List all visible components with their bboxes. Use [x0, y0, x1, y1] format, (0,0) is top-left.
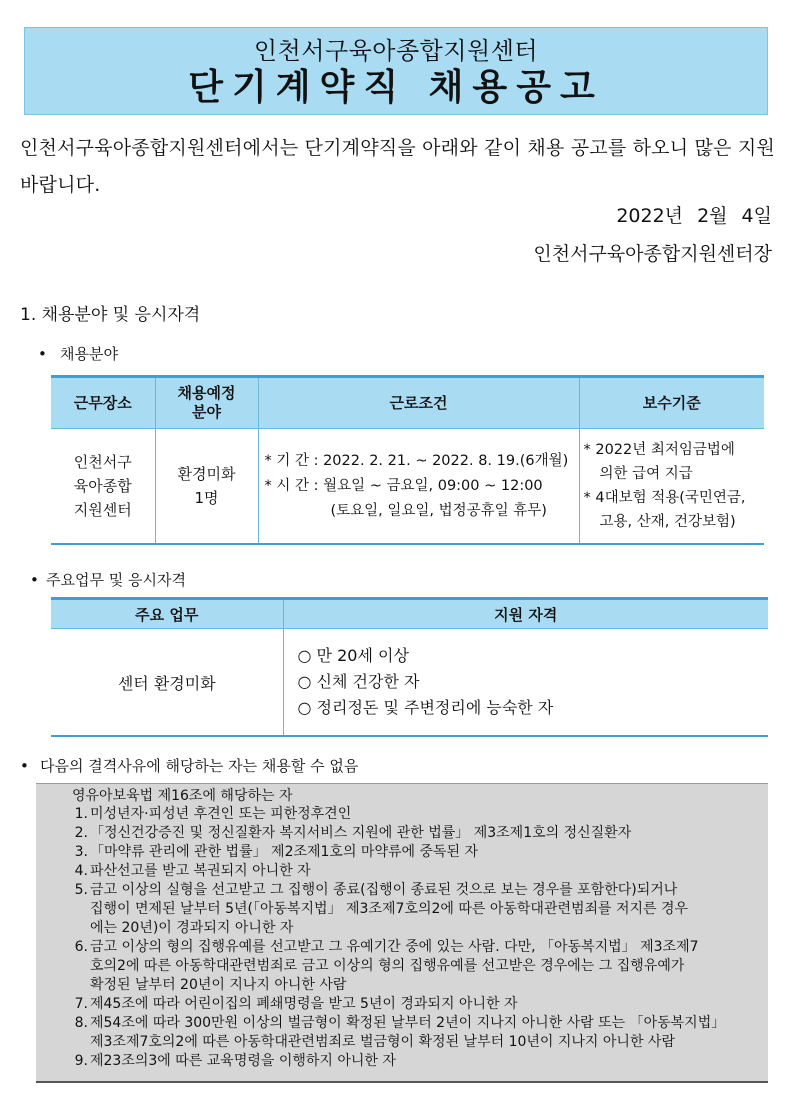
- field-line: 1명: [194, 489, 219, 507]
- item-number: 4.: [74, 863, 88, 879]
- bullet-icon: •: [38, 345, 47, 363]
- cell-field: [155, 429, 258, 545]
- item-number: 3.: [74, 844, 88, 860]
- pay-line: * 2022년 최저임금법에: [583, 442, 735, 458]
- signer: 인천서구육아종합지원센터장: [533, 243, 772, 265]
- bullet-label: 다음의 결격사유에 해당하는 자는 채용할 수 없음: [40, 757, 359, 775]
- header-field-line1: 채용예정: [177, 384, 236, 402]
- item-text: 제45조에 따라 어린이집의 폐쇄명령을 받고 5년이 경과되지 아니한 자: [90, 996, 518, 1012]
- header-field-line2: 분야: [192, 403, 221, 421]
- item-number: 2.: [74, 825, 88, 841]
- condition-line: * 기 간 : 2022. 2. 21. ~ 2022. 8. 19.(6개월): [264, 452, 569, 469]
- table-header-row: [51, 599, 768, 629]
- list-item: [66, 1052, 766, 1071]
- item-text: 호의2에 따른 아동학대관련범죄로 금고 이상의 형의 집행유예를 선고받은 경우에는 그 집행유예가: [90, 958, 685, 974]
- table-row: [51, 429, 764, 545]
- item-text: 제3조제7호의2에 따른 아동학대관련범죄로 벌금형이 확정된 날부터 10년이 지나지 아니한 사람: [90, 1034, 675, 1050]
- list-item: [66, 881, 766, 938]
- title-box: [24, 27, 768, 115]
- disqualification-header: 영유아보육법 제16조에 해당하는 자: [72, 788, 293, 804]
- section-title: 1. 채용분야 및 응시자격: [20, 305, 201, 325]
- list-item: [66, 938, 766, 995]
- condition-line: (토요일, 일요일, 법정공휴일 휴무): [330, 502, 547, 519]
- place-line: 지원센터: [73, 501, 132, 519]
- item-text: 미성년자·피성년 후견인 또는 피한정후견인: [90, 806, 352, 822]
- pay-line: 고용, 산재, 건강보험): [599, 514, 736, 530]
- place-line: 인천서구: [73, 453, 132, 471]
- qualification-item: ○ 정리정돈 및 주변정리에 능숙한 자: [297, 698, 554, 717]
- item-text: 제54조에 따라 300만원 이상의 벌금형이 확정된 날부터 2년이 지나지 아니한 사람 또는 「아동복지법」: [90, 1015, 726, 1031]
- bullet-icon: •: [20, 757, 29, 775]
- disqualification-box: [36, 783, 768, 1083]
- table-row: [51, 629, 768, 737]
- pay-line: 의한 급여 지급: [599, 466, 693, 482]
- item-text: 「마약류 관리에 관한 법률」 제2조제1호의 마약류에 중독된 자: [90, 844, 479, 860]
- announcement-date: 2022년 2월 4일: [616, 205, 772, 227]
- list-item: [66, 824, 766, 843]
- list-item: [66, 862, 766, 881]
- page-title: 단기계약직 채용공고: [188, 67, 604, 108]
- field-line: 환경미화: [177, 465, 236, 483]
- bullet-recruit-field: [38, 343, 118, 365]
- cell-place: [51, 429, 155, 545]
- list-item: [66, 843, 766, 862]
- cell-qualifications: [283, 629, 768, 737]
- pay-line: * 4대보험 적용(국민연금,: [583, 490, 746, 506]
- recruit-field-table: [51, 375, 764, 545]
- header-place: 근무장소: [51, 377, 155, 429]
- item-number: 7.: [74, 996, 88, 1012]
- bullet-disqualification: [20, 755, 358, 777]
- header-pay: 보수기준: [579, 377, 764, 429]
- item-text: 확정된 날부터 20년이 지나지 아니한 사람: [90, 977, 347, 993]
- item-number: 6.: [74, 939, 88, 955]
- table-header-row: [51, 377, 764, 429]
- item-number: 1.: [74, 806, 88, 822]
- header-duty: 주요 업무: [51, 599, 283, 629]
- cell-pay: [579, 429, 764, 545]
- header-field: [155, 377, 258, 429]
- list-item: [66, 805, 766, 824]
- bullet-duties: [30, 569, 186, 591]
- org-title: 인천서구육아종합지원센터: [253, 37, 539, 65]
- condition-line: * 시 간 : 월요일 ~ 금요일, 09:00 ~ 12:00: [264, 477, 543, 494]
- item-number: 5.: [74, 882, 88, 898]
- header-conditions: 근로조건: [258, 377, 579, 429]
- list-item: [66, 1014, 766, 1052]
- cell-duty: 센터 환경미화: [51, 629, 283, 737]
- bullet-label: 주요업무 및 응시자격: [46, 571, 186, 589]
- duties-table: [51, 597, 768, 737]
- item-text: 제23조의3에 따른 교육명령을 이행하지 아니한 자: [90, 1053, 396, 1069]
- item-number: 8.: [74, 1015, 88, 1031]
- header-qualification: 지원 자격: [283, 599, 768, 629]
- qualification-item: ○ 만 20세 이상: [297, 646, 409, 665]
- intro-text: 인천서구육아종합지원센터에서는 단기계약직을 아래와 같이 채용 공고를 하오니 많은 지원 바랍니다.: [20, 137, 775, 196]
- place-line: 육아종합: [73, 477, 132, 495]
- item-text: 금고 이상의 실형을 선고받고 그 집행이 종료(집행이 종료된 것으로 보는 경우를 포함한다)되거나: [90, 882, 678, 898]
- bullet-label: 채용분야: [60, 345, 118, 363]
- item-text: 파산선고를 받고 복권되지 아니한 자: [90, 863, 311, 879]
- item-number: 9.: [74, 1053, 88, 1069]
- item-text: 금고 이상의 형의 집행유예를 선고받고 그 유예기간 중에 있는 사람. 다만, 「아동복지법」 제3조제7: [90, 939, 699, 955]
- disqualification-list: [66, 805, 766, 1071]
- item-text: 「정신건강증진 및 정신질환자 복지서비스 지원에 관한 법률」 제3조제1호의 정신질환자: [90, 825, 632, 841]
- qualification-item: ○ 신체 건강한 자: [297, 672, 420, 691]
- list-item: [66, 995, 766, 1014]
- bullet-icon: •: [30, 571, 39, 589]
- cell-conditions: [258, 429, 579, 545]
- item-text: 에는 20년)이 경과되지 아니한 자: [90, 920, 294, 936]
- item-text: 집행이 면제된 날부터 5년(「아동복지법」 제3조제7호의2에 따른 아동학대관련범죄를 저지른 경우: [90, 901, 689, 917]
